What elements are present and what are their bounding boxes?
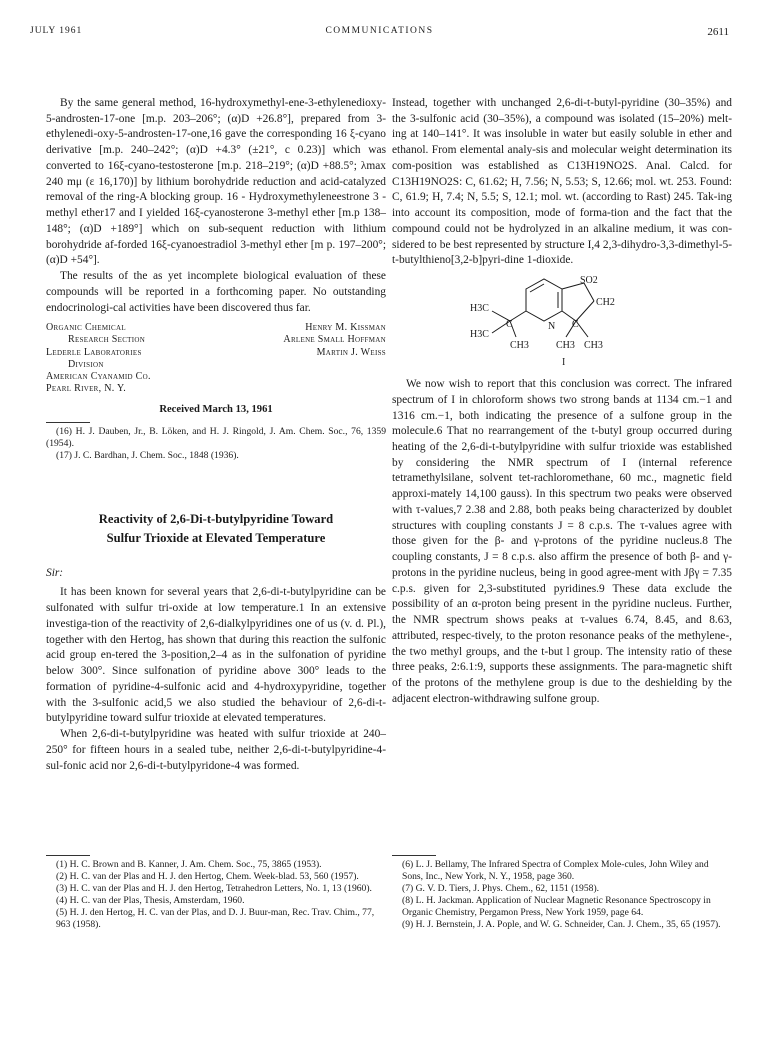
footnote: (6) L. J. Bellamy, The Infrared Spectra of Complex Mole-cules, John Wiley and Sons, Inc., New York, N. Y., 1958, page 360.	[402, 859, 709, 882]
paragraph: The results of the as yet incomplete biological evaluation of these compounds will be reported in a forthcoming paper. No outstanding endocrinologi-cal activities have been discovered thus far.	[46, 270, 386, 314]
footnote: (16) H. J. Dauben, Jr., B. Löken, and H. J. Ringold, J. Am. Chem. Soc., 76, 1359 (1954).	[46, 426, 386, 449]
ch2-label: CH2	[596, 297, 615, 309]
right-column	[392, 96, 732, 708]
footnote-divider	[46, 855, 90, 856]
footnote: (17) J. C. Bardhan, J. Chem. Soc., 1848 (1936).	[56, 449, 239, 461]
carbon-label: C	[506, 319, 513, 331]
footnotes-left	[46, 853, 386, 931]
article-title: Reactivity of 2,6-Di-t-butylpyridine Toward Sulfur Trioxide at Elevated Temperature	[98, 511, 334, 545]
footnotes-right	[392, 853, 732, 931]
affiliation-line: American Cyanamid Co.	[46, 371, 151, 383]
left-column	[46, 96, 386, 774]
affiliation-line: Pearl River, N. Y.	[46, 383, 127, 395]
footnote-divider	[392, 855, 436, 856]
footnote: (1) H. C. Brown and B. Kanner, J. Am. Chem. Soc., 75, 3865 (1953).	[56, 859, 322, 870]
salutation: Sir:	[46, 566, 64, 579]
carbon-label: C	[572, 319, 579, 331]
h3c-label: H3C	[470, 329, 489, 341]
chemical-structure	[392, 275, 732, 369]
paragraph: By the same general method, 16-hydroxymethyl-ene-3-ethylenedioxy-5-androsten-17-one [m.p. 203–206°; (α)D +26.8°], prepared from 3-ethylenedi-oxy-5-androsten-17-one,16 gave the corresponding 16 ξ-cyano derivative [m.p. 240–242°; (α)D +4.3° (±21°, c 0.23)] which was converted to 16ξ-cyano-testosterone [m.p. 218–219°; (α)D +88.5°; λmax 240 mμ (ε 16,170)] by lithium borohydride reduction and acid-catalyzed removal of the ring-A blocking group. 16 - Hydroxymethyleneestrone 3 - methyl ether17 and I yielded 16ξ-cyanosterone 3-methyl ether [m.p 138–148°; (α)D +189°] which on sub-sequent reduction with lithium borohydride af-forded 16ξ-cyanoestradiol 3-methyl ether [m p. 197–200°; (α)D +54°].	[46, 97, 386, 267]
affiliation-line: Research Section	[68, 334, 146, 346]
author-name: Arlene Small Hoffman	[283, 334, 386, 346]
header-journal: COMMUNICATIONS	[325, 26, 434, 36]
footnote-divider	[46, 422, 90, 423]
footnote: (5) H. J. den Hertog, H. C. van der Plas, and D. J. Buur-man, Rec. Trav. Chim., 77, 963 (1958).	[56, 906, 375, 930]
header-page-number: 2611	[707, 26, 729, 38]
affiliation-line: Division	[68, 358, 104, 370]
footnote: (8) L. H. Jackman. Application of Nuclear Magnetic Resonance Spectroscopy in Organic Chemistry, Pergamon Press, New York 1959, page 64.	[402, 894, 711, 918]
so2-label: SO2	[580, 275, 598, 287]
paragraph: We now wish to report that this conclusion was correct. The infrared spectrum of I in chloroform shows two strong bands at 1134 cm.−1 and 1316 cm.−1, both indicating the presence of a sulfone group in the molecule.6 That no rearrangement of the t-butyl group occurred during heating of the 2,6-di-t-butylpyridine with sulfur trioxide was established by considering the NMR spectrum of I (internal reference tetramethylsilane, solvent tet-rachloromethane, 60 mc., magnetic field approxi-mately 14,100 gauss). In this spectrum two peaks were observed with τ-values,7 2.38 and 2.88, both peaks being characterized by doublet structures with coupling constants J = 8 c.p.s. The τ-values agree with those given for the β- and γ-protons of the pyridine nucleus.8 The coupling constants, J = 8 c.p.s. also affirm the presence of both β- and γ-protons in the pyridine nucleus, being in good agree-ment with Jβγ = 7.35 c.p.s. given for 2,3-substituted pyridines.9 These data exclude the possibility of an α-proton being present in the pyridine nucleus. Further, the NMR spectrum shows peaks at τ-values 6.74, 8.45, and 8.63, attributed, respec-tively, to the proton resonance peaks of the methylene-, the two methyl groups, and the t-but l group. The intensity ratio of these three peaks, 2:6.1:9, supports these assignments. The para-magnetic shift of the protons of the methylene group is due to the deshielding by the adjacent electron-withdrawing sulfone group.	[392, 378, 732, 705]
structure-number: I	[562, 357, 566, 369]
ch3-label: CH3	[510, 340, 529, 352]
footnote: (9) H. J. Bernstein, J. A. Pople, and W. G. Schneider, Can. J. Chem., 35, 65 (1957).	[402, 918, 721, 930]
affiliation-line: Organic Chemical	[46, 322, 126, 334]
footnote: (3) H. C. van der Plas and H. J. den Hertog, Tetrahedron Letters, No. 1, 13 (1960).	[56, 882, 372, 894]
footnote: (7) G. V. D. Tiers, J. Phys. Chem., 62, 1151 (1958).	[402, 882, 600, 894]
paragraph: It has been known for several years that 2,6-di-t-butylpyridine can be sulfonated with sulfur tri-oxide at low temperature.1 In an extensive investiga-tion of the reactivity of 2,6-dialkylpyridines one of us (v. d. Pl.), together with den Hertog, has shown that during this reaction the sulfonic acid group en-tered the 3-position,2–4 as in the sulfonation of pyridine below 300°. Since sulfonation of pyridine above 300° leads to the formation of pyridine-4-sulfonic acid and 4-hydroxypyridine, together with the 3-sulfonic acid,5 we also studied the behaviour of 2,6-di-t-butylpyridine toward sulfur trioxide at elevated temperatures.	[46, 586, 386, 725]
h3c-label: H3C	[470, 303, 489, 315]
nitrogen-label: N	[548, 321, 556, 333]
affiliation-line: Lederle Laboratories	[46, 346, 142, 358]
header-date: JULY 1961	[30, 26, 83, 36]
footnote: (4) H. C. van der Plas, Thesis, Amsterdam, 1960.	[56, 894, 245, 906]
ch3-label: CH3	[556, 340, 575, 352]
structure-drawing	[462, 275, 672, 369]
author-name: Martin J. Weiss	[316, 346, 386, 358]
ch3-label: CH3	[584, 340, 603, 352]
paragraph: Instead, together with unchanged 2,6-di-t-butyl-pyridine (30–35%) and the 3-sulfonic acid (30–35%), a compound was isolated (15–20%) melt-ing at 140–141°. It was insoluble in water but easily soluble in ether and ethanol. From elemental analy-sis and molecular weight determination its com-position was established as C13H19NO2S. Anal. Calcd. for C13H19NO2S: C, 61.62; H, 7.56; N, 5.53; S, 12.66; mol. wt. 253. Found: C, 61.9; H, 7.4; N, 5.5; S, 12.1; mol. wt. (according to Rast) 245. Tak-ing into account its composition, mode of forma-tion and the fact that the compound could not be hydrolyzed in an alkaline medium, it was con-sidered to be best represented by structure I,4 2,3-dihydro-3,3-dimethyl-5-t-butylthieno[3,2-b]pyri-dine 1-dioxide.	[392, 97, 732, 267]
author-name: Henry M. Kissman	[305, 322, 386, 334]
affiliation-block	[46, 322, 386, 395]
received-date: Received March 13, 1961	[159, 404, 273, 416]
paragraph: When 2,6-di-t-butylpyridine was heated with sulfur trioxide at 240–250° for fifteen hours in a sealed tube, neither 2,6-di-t-butylpyridine-4-sul-fonic acid nor 2,6-di-t-butylpyridone-4 was formed.	[46, 728, 386, 772]
footnote: (2) H. C. van der Plas and H. J. den Hertog, Chem. Week-blad. 53, 560 (1957).	[56, 870, 359, 882]
